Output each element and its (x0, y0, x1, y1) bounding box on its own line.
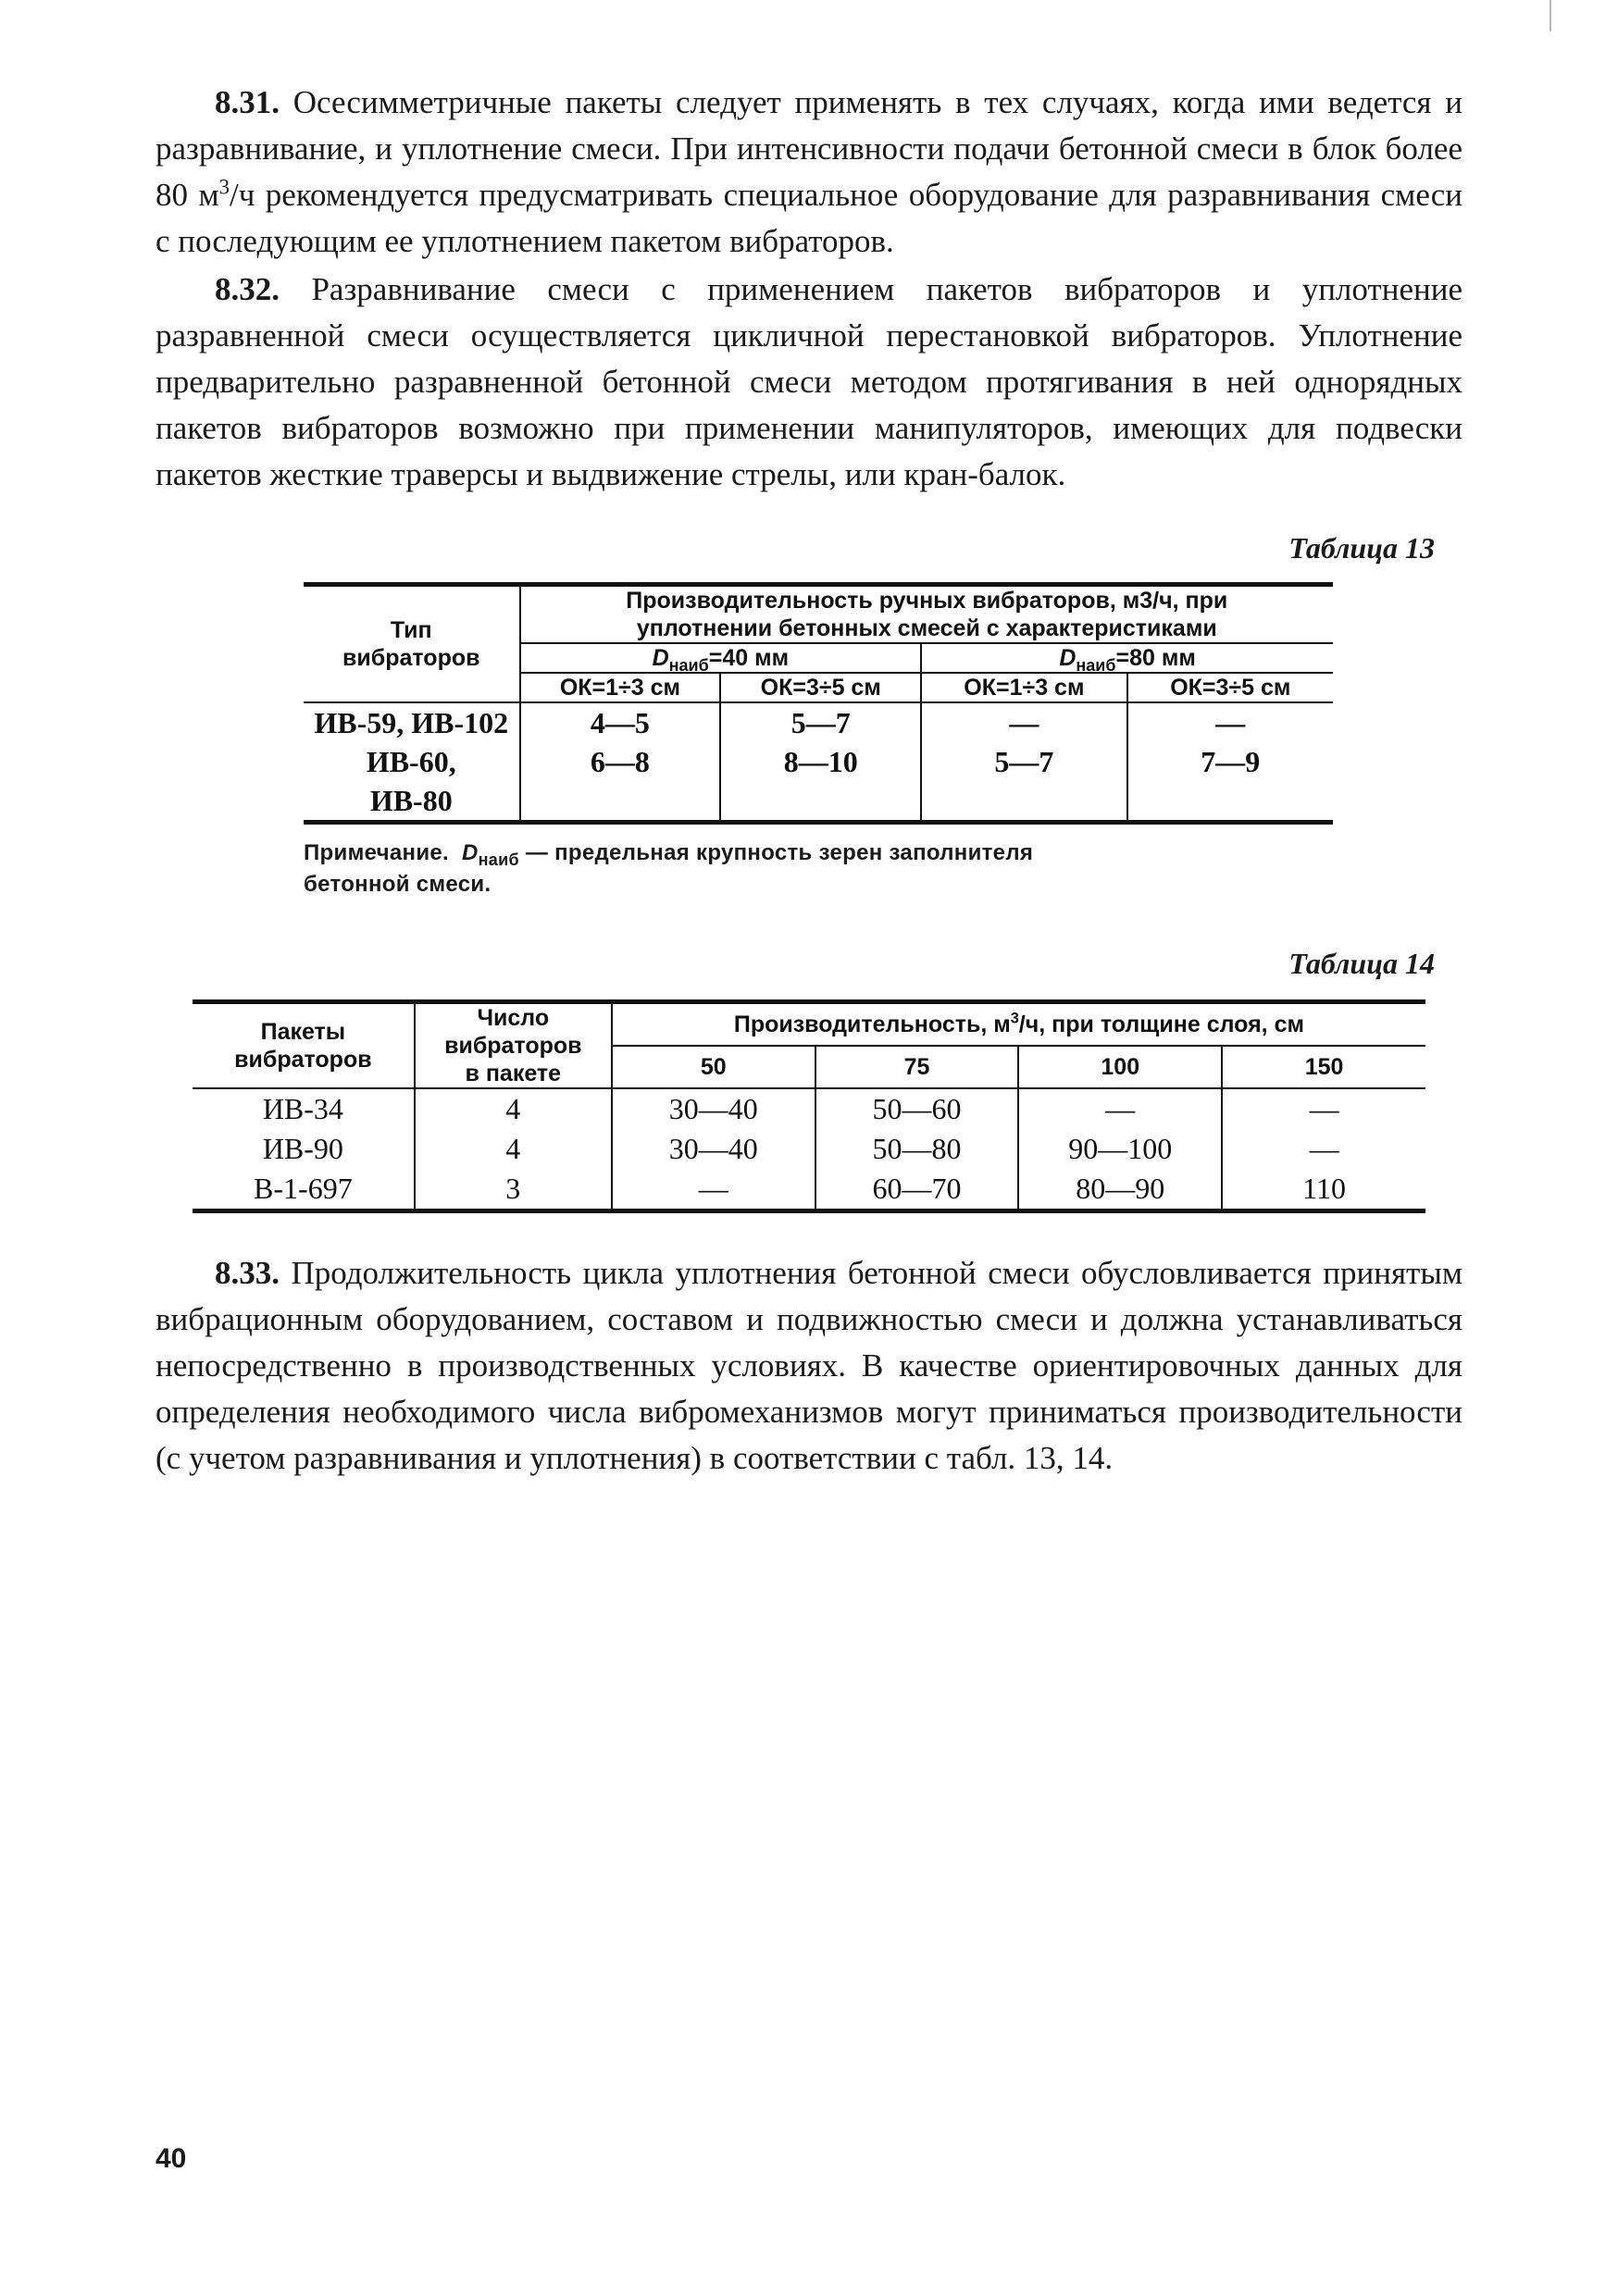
table-13-row1-type: ИВ-59, ИВ-102 (304, 702, 520, 742)
table-14-row3-v75: 60—70 (815, 1169, 1019, 1211)
table-14-subcol-100: 100 (1018, 1046, 1222, 1088)
table-14-row3-name: В-1-697 (193, 1169, 415, 1211)
paragraph-text-8-32: Разравнивание смеси с применением пакетов вибраторов и уплотнение разравненной смеси осуществляется цикличной перестановкой вибраторов. Уплотнение предварительно разравненной бетонной смеси методом протягивания в ней однорядных пакетов вибраторов возможно при применении манипуляторов, имеющих для подвески пакетов жесткие траверсы и выдвижение стрелы, или кран-балок. (156, 271, 1462, 492)
table-13-note-text-1: — предельная крупность зерен заполнителя (518, 840, 1034, 865)
table-13-note-text-2: бетонной смеси. (304, 872, 492, 897)
scan-edge-mark (1550, 0, 1551, 31)
table-13-row2-v3: 5—7 (921, 742, 1126, 781)
table-13-row1-v1: 4—5 (520, 702, 721, 742)
table-row (193, 1088, 1425, 1129)
table-14-row2-v50: 30—40 (612, 1129, 815, 1169)
table-13-subcol-1: ОК=1÷3 см (520, 673, 721, 702)
paragraph-number-8-31: 8.31. (215, 84, 280, 120)
table-13-caption: Таблица 13 (1288, 531, 1435, 565)
table-14-row1-count: 4 (415, 1088, 612, 1129)
table-13-subcol-4: ОК=3÷5 см (1127, 673, 1333, 702)
table-13-wrapper (304, 582, 1333, 900)
table-14-subcol-50: 50 (612, 1046, 815, 1088)
table-13 (304, 582, 1333, 825)
table-14-row1-v50: 30—40 (612, 1088, 815, 1129)
table-14-row2-count: 4 (415, 1129, 612, 1169)
table-13-row2-type: ИВ-60, (304, 742, 520, 781)
table-14-subcol-75: 75 (815, 1046, 1019, 1088)
table-14 (193, 999, 1425, 1213)
table-14-row1-v100: — (1018, 1088, 1222, 1129)
table-14-row3-v150: 110 (1222, 1169, 1425, 1211)
table-row (304, 742, 1333, 781)
table-13-note-label: Примечание. (304, 840, 450, 865)
table-13-subcol-2: ОК=3÷5 см (720, 673, 921, 702)
page-content (156, 80, 1462, 1482)
table-14-row1-v150: — (1309, 1092, 1339, 1125)
table-row (193, 1129, 1425, 1169)
table-14-header-row-1 (193, 1002, 1425, 1047)
table-14-header-packets: Пакеты вибраторов (193, 1002, 415, 1089)
table-14-header-span-title: Производительность, $м^3/ч$, при толщине слоя, см (612, 1002, 1425, 1047)
table-13-row2-v1: 6—8 (520, 742, 721, 781)
table-14-row1-v75: 50—60 (815, 1088, 1019, 1129)
table-13-header-group-80mm: $D_{наиб}=80$ мм (921, 643, 1333, 673)
table-13-note-symbol: D (461, 840, 479, 865)
table-14-row2-v100: 90—100 (1018, 1129, 1222, 1169)
table-13-header-group-40mm: $D_{наиб}=40$ мм (520, 643, 922, 673)
paragraph-8-32 (156, 267, 1462, 498)
table-13-row3-type: ИВ-80 (304, 781, 520, 823)
table-14-row3-v50: — (612, 1169, 815, 1211)
table-14-row2-v75: 50—80 (815, 1129, 1019, 1169)
paragraph-number-8-33: 8.33. (215, 1255, 280, 1291)
table-13-header-span-title: Производительность ручных вибраторов, м3/ч, при уплотнении бетонных смесей с характеристиками (520, 585, 1333, 644)
table-13-row3-v2 (720, 781, 921, 823)
table-row (304, 702, 1333, 742)
table-14-row2-v150: — (1309, 1132, 1339, 1165)
table-13-row3-v4 (1127, 781, 1333, 823)
table-13-note: Примечание. $D_{наиб}$ — предельная крупность зерен заполнителя бетонной смеси. (304, 838, 1333, 900)
paragraph-text-8-31: Осесимметричные пакеты следует применять в тех случаях, когда ими ведется и разравнивание, и уплотнение смеси. При интенсивности подачи бетонной смеси в блок более 80 $м^3/ч$ рекомендуется предусматривать специальное оборудование для разравнивания смеси с последующим ее уплотнением пакетом вибраторов. (156, 84, 1462, 259)
table-row (304, 781, 1333, 823)
table-13-row2-v4: 7—9 (1201, 745, 1261, 778)
table-14-row3-v100: 80—90 (1018, 1169, 1222, 1211)
table-13-row1-v2: 5—7 (720, 702, 921, 742)
table-13-header-row-1 (304, 585, 1333, 644)
table-13-row1-v4: — (1215, 706, 1246, 739)
table-13-row2-v2: 8—10 (720, 742, 921, 781)
paragraph-text-8-33: Продолжительность цикла уплотнения бетонной смеси обусловливается принятым вибрационным оборудованием, составом и подвижностью смеси и должна устанавливаться непосредственно в производственных условиях. В качестве ориентировочных данных для определения необходимого числа вибромеханизмов могут приниматься производительности (с учетом разравнивания и уплотнения) в соответствии с табл. 13, 14. (156, 1255, 1462, 1476)
table-14-caption: Таблица 14 (1288, 947, 1435, 980)
page-number: 40 (156, 2143, 187, 2174)
paragraph-8-31 (156, 80, 1462, 265)
table-14-row1-name: ИВ-34 (193, 1088, 415, 1129)
table-row (193, 1169, 1425, 1211)
table-14-row2-name: ИВ-90 (193, 1129, 415, 1169)
table-14-subcol-150: 150 (1222, 1046, 1425, 1088)
paragraph-8-33 (156, 1250, 1462, 1482)
table-14-wrapper (193, 999, 1425, 1213)
table-13-row1-v3: — (921, 702, 1126, 742)
table-14-header-count: Число вибраторов в пакете (415, 1002, 612, 1089)
table-13-row3-v3 (921, 781, 1126, 823)
table-14-row3-count: 3 (415, 1169, 612, 1211)
table-13-row3-v1 (520, 781, 721, 823)
table-13-header-type: Тип вибраторов (304, 585, 520, 703)
table-13-subcol-3: ОК=1÷3 см (921, 673, 1126, 702)
paragraph-number-8-32: 8.32. (215, 271, 280, 307)
